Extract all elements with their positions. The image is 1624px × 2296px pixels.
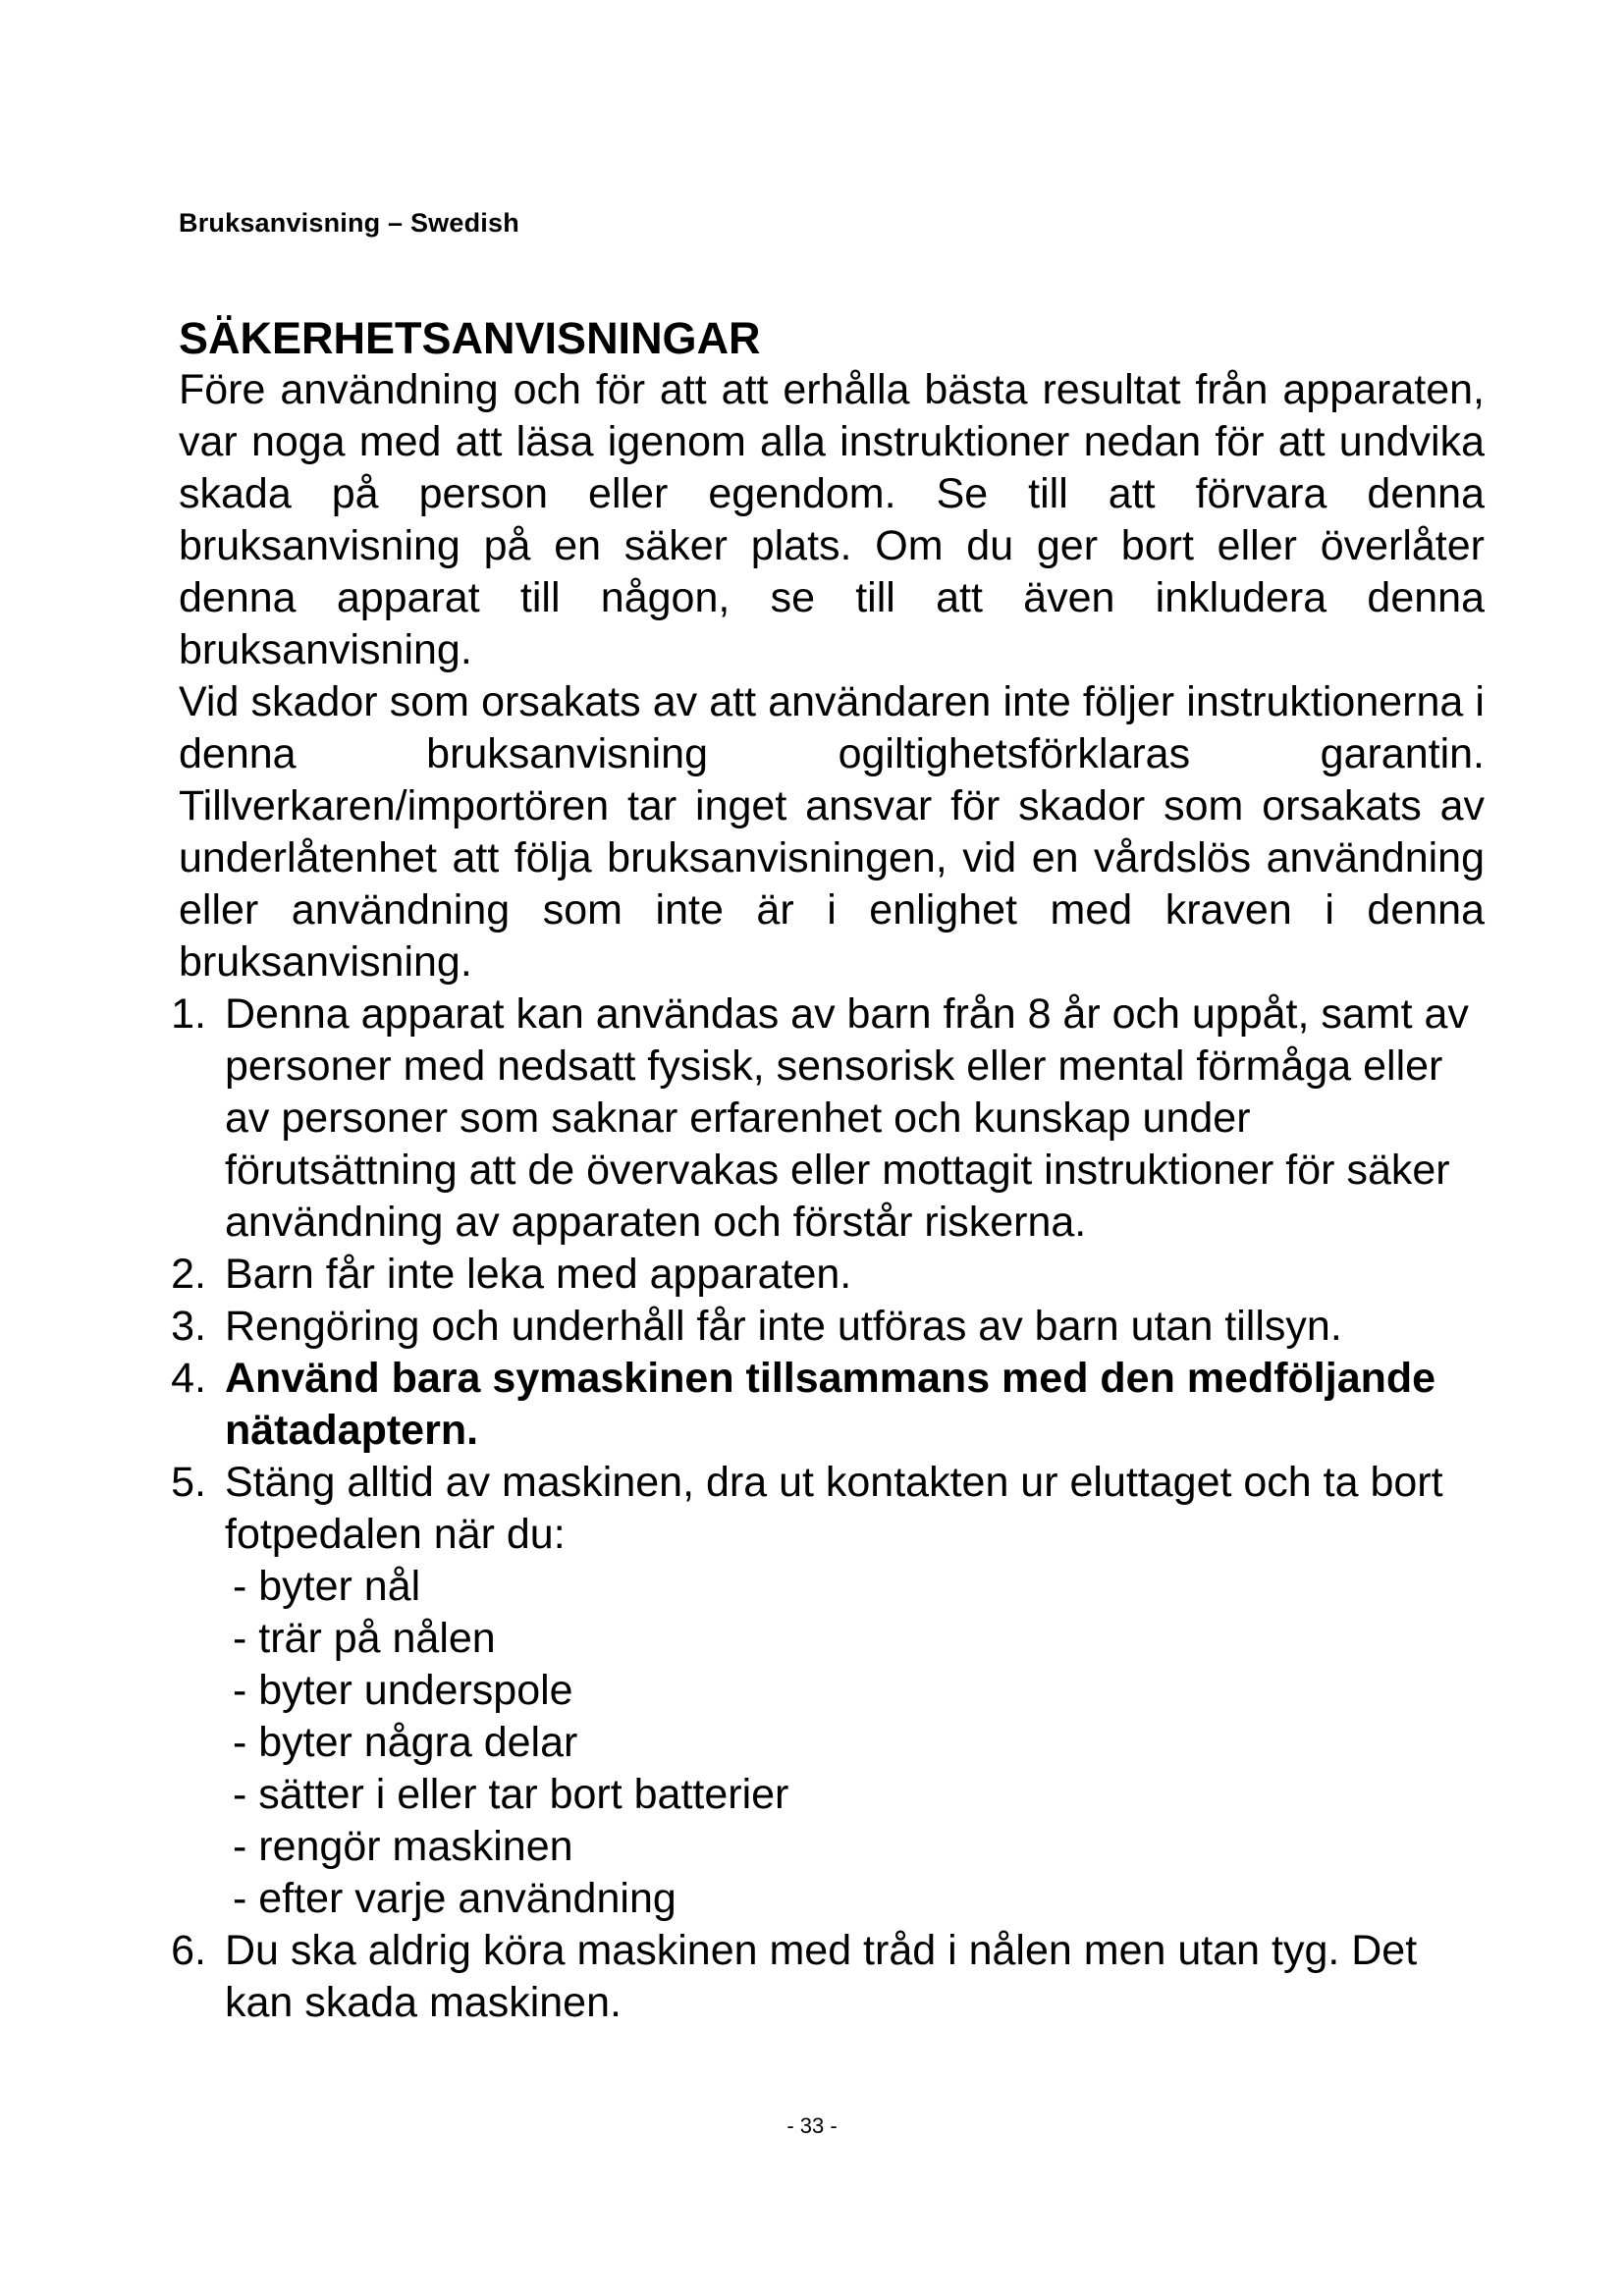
item-number: 5. xyxy=(171,1459,206,1506)
page-number: - 33 - xyxy=(786,2113,838,2138)
sub-list-item: - byter underspole xyxy=(233,1667,573,1714)
item-number: 1. xyxy=(171,990,206,1038)
instruction-list xyxy=(171,988,1485,2029)
item-text: Du ska aldrig köra maskinen med tråd i nålen men utan tyg. Det kan skada maskinen. xyxy=(225,1927,1418,2026)
list-item xyxy=(171,1353,1485,1457)
list-item xyxy=(171,1249,1485,1301)
item-text: Stäng alltid av maskinen, dra ut kontakten ur eluttaget och ta bort fotpedalen när du: xyxy=(225,1459,1443,1558)
list-item xyxy=(171,1457,1485,1925)
list-item xyxy=(171,1301,1485,1353)
item-number: 2. xyxy=(171,1251,206,1298)
sub-list-item: - efter varje användning xyxy=(233,1875,677,1922)
item-text: Denna apparat kan användas av barn från 8 år och uppåt, samt av personer med nedsatt fysisk, sensorisk eller mental förmåga eller av personer som saknar erfarenhet och kunskap under förutsättning att de övervakas eller mottagit instruktioner för säker användning av apparaten och förstår riskerna. xyxy=(225,990,1469,1246)
document-header: Bruksanvisning – Swedish xyxy=(179,208,519,238)
sub-list-item: - sätter i eller tar bort batterier xyxy=(233,1771,789,1818)
item-number: 3. xyxy=(171,1303,206,1350)
sub-list-item: - rengör maskinen xyxy=(233,1823,573,1870)
list-item xyxy=(171,1925,1485,2029)
item-text-bold: Använd bara symaskinen tillsammans med den medföljande nätadaptern. xyxy=(225,1355,1436,1454)
section-title: SÄKERHETSANVISNINGAR xyxy=(179,313,761,363)
safety-instructions xyxy=(171,312,1485,2029)
item-text: Rengöring och underhåll får inte utföras av barn utan tillsyn. xyxy=(225,1303,1342,1350)
intro-paragraph-2: Vid skador som orsakats av att användaren inte följer instruktionerna i denna bruksanvisning ogiltighetsförklaras garantin. Tillverkaren/importören tar inget ansvar för skador som orsakats av underlåtenhet att följa bruksanvisningen, vid en vårdslös användning eller användning som inte är i enlighet med kraven i denna bruksanvisning. xyxy=(179,678,1485,986)
sub-list-item: - trär på nålen xyxy=(233,1615,496,1662)
sub-list-item: - byter nål xyxy=(233,1563,421,1610)
item-number: 6. xyxy=(171,1927,206,1974)
intro-paragraph-1: Före användning och för att att erhålla bästa resultat från apparaten, var noga med att läsa igenom alla instruktioner nedan för att undvika skada på person eller egendom. Se till att förvara denna bruksanvisning på en säker plats. Om du ger bort eller överlåter denna apparat till någon, se till att även inkludera denna bruksanvisning. xyxy=(179,366,1485,673)
sub-list-item: - byter några delar xyxy=(233,1719,578,1766)
item-number: 4. xyxy=(171,1355,206,1402)
sub-list xyxy=(225,1561,1485,1925)
item-text: Barn får inte leka med apparaten. xyxy=(225,1251,852,1298)
list-item xyxy=(171,988,1485,1249)
